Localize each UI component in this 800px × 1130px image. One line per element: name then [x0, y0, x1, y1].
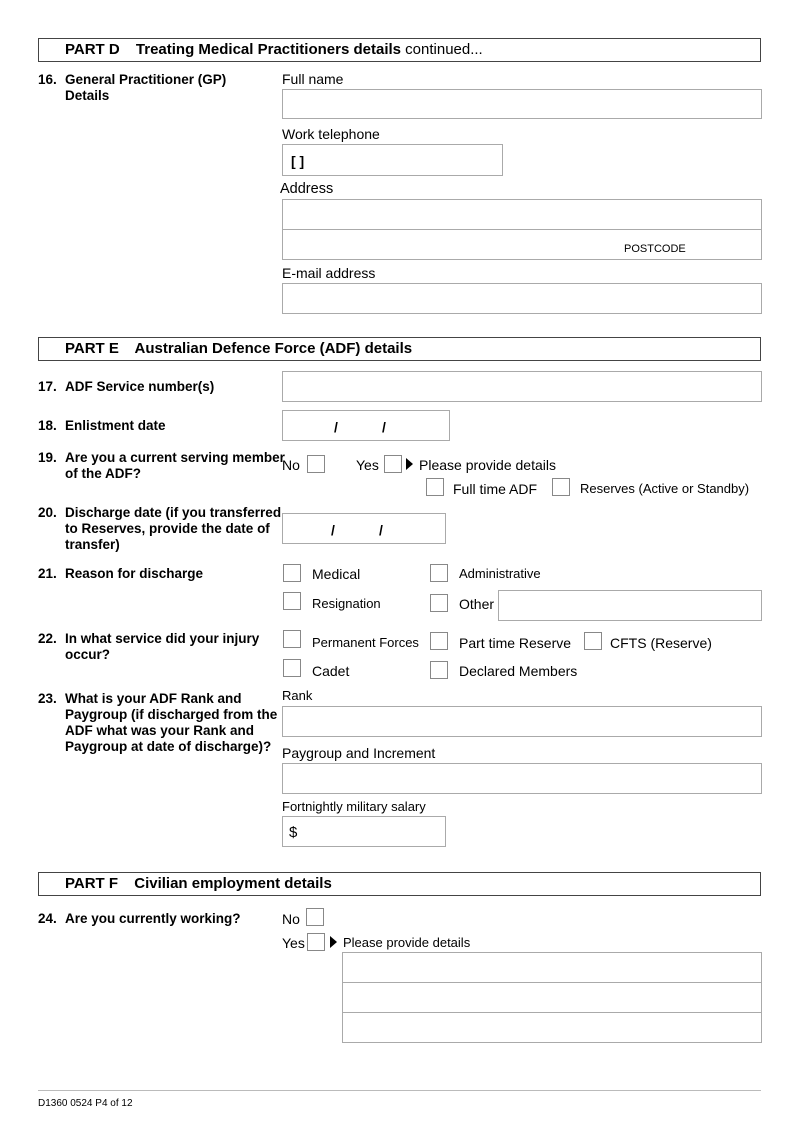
q23-question-line3: ADF what was your Rank and — [65, 723, 255, 738]
q19-question-line1: Are you a current serving member — [65, 450, 285, 465]
paygroup-field[interactable] — [282, 763, 762, 794]
discharge-date-field[interactable] — [282, 513, 446, 544]
q20-question — [65, 505, 281, 553]
q19-no-label: No — [282, 457, 300, 473]
q18-number: 18. — [38, 418, 57, 433]
full-time-adf-label: Full time ADF — [453, 481, 538, 497]
date-separator: / — [379, 522, 383, 538]
reserves-checkbox[interactable] — [552, 478, 570, 496]
q19-yes-label: Yes — [356, 457, 379, 473]
other-label: Other — [459, 596, 495, 612]
part-f-title: Civilian employment details — [134, 875, 332, 892]
other-checkbox[interactable] — [430, 594, 448, 612]
employment-details-line3-field[interactable] — [342, 1012, 762, 1043]
date-separator: / — [334, 419, 338, 435]
fortnightly-salary-field[interactable] — [282, 816, 446, 847]
q20-question-line1: Discharge date (if you transferred — [65, 505, 282, 520]
q21-question: Reason for discharge — [65, 566, 204, 581]
telephone-area-code-brackets: [ ] — [291, 153, 305, 169]
q19-number: 19. — [38, 450, 57, 465]
date-separator: / — [382, 419, 386, 435]
cfts-label: CFTS (Reserve) — [610, 635, 712, 651]
q20-number: 20. — [38, 505, 57, 520]
q23-question-line4: Paygroup at date of discharge)? — [65, 739, 272, 754]
gp-work-telephone-field[interactable] — [282, 144, 503, 176]
q16-question-line1: General Practitioner (GP) — [65, 72, 227, 87]
q23-question-line1: What is your ADF Rank and — [65, 691, 242, 706]
part-e-header — [38, 337, 761, 361]
enlistment-date-field[interactable] — [282, 410, 450, 441]
part-e-label: PART E — [65, 340, 119, 357]
q23-question-line2: Paygroup (if discharged from the — [65, 707, 278, 722]
gp-email-label: E-mail address — [282, 265, 376, 281]
q19-no-checkbox[interactable] — [307, 455, 325, 473]
paygroup-label: Paygroup and Increment — [282, 745, 436, 761]
q24-yes-checkbox[interactable] — [307, 933, 325, 951]
gp-address-line2-field[interactable] — [282, 229, 762, 260]
q18-question: Enlistment date — [65, 418, 166, 433]
part-d-title: Treating Medical Practitioners details — [135, 41, 401, 58]
gp-full-name-label: Full name — [282, 71, 344, 87]
date-separator: / — [331, 522, 335, 538]
q24-no-checkbox[interactable] — [306, 908, 324, 926]
q19-question — [65, 450, 285, 482]
q17-question: ADF Service number(s) — [65, 379, 215, 394]
postcode-label: POSTCODE — [624, 243, 686, 255]
part-time-reserve-label: Part time Reserve — [459, 635, 572, 651]
gp-address-line1-field[interactable] — [282, 199, 762, 230]
declared-members-label: Declared Members — [459, 663, 578, 679]
q22-number: 22. — [38, 631, 57, 646]
q23-question — [65, 691, 277, 755]
q22-question-line1: In what service did your injury — [65, 631, 260, 646]
part-d-label: PART D — [65, 41, 120, 58]
arrow-right-icon — [406, 458, 413, 470]
q20-question-line3: transfer) — [65, 537, 120, 552]
gp-full-name-field[interactable] — [282, 89, 762, 119]
q24-number: 24. — [38, 911, 57, 926]
permanent-forces-label: Permanent Forces — [312, 635, 419, 650]
administrative-checkbox[interactable] — [430, 564, 448, 582]
q20-question-line2: to Reserves, provide the date of — [65, 521, 270, 536]
other-reason-field[interactable] — [498, 590, 762, 621]
part-d-header — [38, 38, 761, 62]
full-time-adf-checkbox[interactable] — [426, 478, 444, 496]
employment-details-line1-field[interactable] — [342, 952, 762, 983]
gp-work-telephone-label: Work telephone — [282, 126, 380, 142]
cfts-checkbox[interactable] — [584, 632, 602, 650]
medical-checkbox[interactable] — [283, 564, 301, 582]
permanent-forces-checkbox[interactable] — [283, 630, 301, 648]
resignation-label: Resignation — [312, 596, 381, 611]
rank-field[interactable] — [282, 706, 762, 737]
q24-details-label: Please provide details — [343, 935, 471, 950]
q24-question: Are you currently working? — [65, 911, 241, 926]
footer-divider — [38, 1090, 761, 1091]
q21-number: 21. — [38, 566, 57, 581]
part-d-continued: continued... — [405, 41, 483, 58]
q16-number: 16. — [38, 72, 57, 87]
q16-question — [65, 72, 226, 104]
q23-number: 23. — [38, 691, 57, 706]
cadet-checkbox[interactable] — [283, 659, 301, 677]
declared-members-checkbox[interactable] — [430, 661, 448, 679]
q17-number: 17. — [38, 379, 57, 394]
q19-details-label: Please provide details — [419, 457, 556, 473]
part-e-title: Australian Defence Force (ADF) details — [134, 340, 413, 357]
q24-no-label: No — [282, 911, 300, 927]
employment-details-line2-field[interactable] — [342, 982, 762, 1013]
part-f-header — [38, 872, 761, 896]
medical-label: Medical — [312, 566, 361, 582]
q19-question-line2: of the ADF? — [65, 466, 141, 481]
reserves-label: Reserves (Active or Standby) — [580, 481, 750, 496]
resignation-checkbox[interactable] — [283, 592, 301, 610]
footer-form-code: D1360 0524 P4 of 12 — [38, 1098, 133, 1109]
q22-question-line2: occur? — [65, 647, 111, 662]
dollar-sign: $ — [289, 824, 298, 841]
gp-email-field[interactable] — [282, 283, 762, 314]
arrow-right-icon — [330, 936, 337, 948]
part-f-label: PART F — [65, 875, 119, 892]
part-time-reserve-checkbox[interactable] — [430, 632, 448, 650]
rank-label: Rank — [282, 688, 313, 703]
q16-question-line2: Details — [65, 88, 110, 103]
q22-question — [65, 631, 259, 663]
administrative-label: Administrative — [459, 566, 541, 581]
q19-yes-checkbox[interactable] — [384, 455, 402, 473]
fortnightly-salary-label: Fortnightly military salary — [282, 799, 426, 814]
cadet-label: Cadet — [312, 663, 350, 679]
q24-yes-label: Yes — [282, 935, 305, 951]
gp-address-label: Address — [280, 181, 334, 197]
adf-service-number-field[interactable] — [282, 371, 762, 402]
